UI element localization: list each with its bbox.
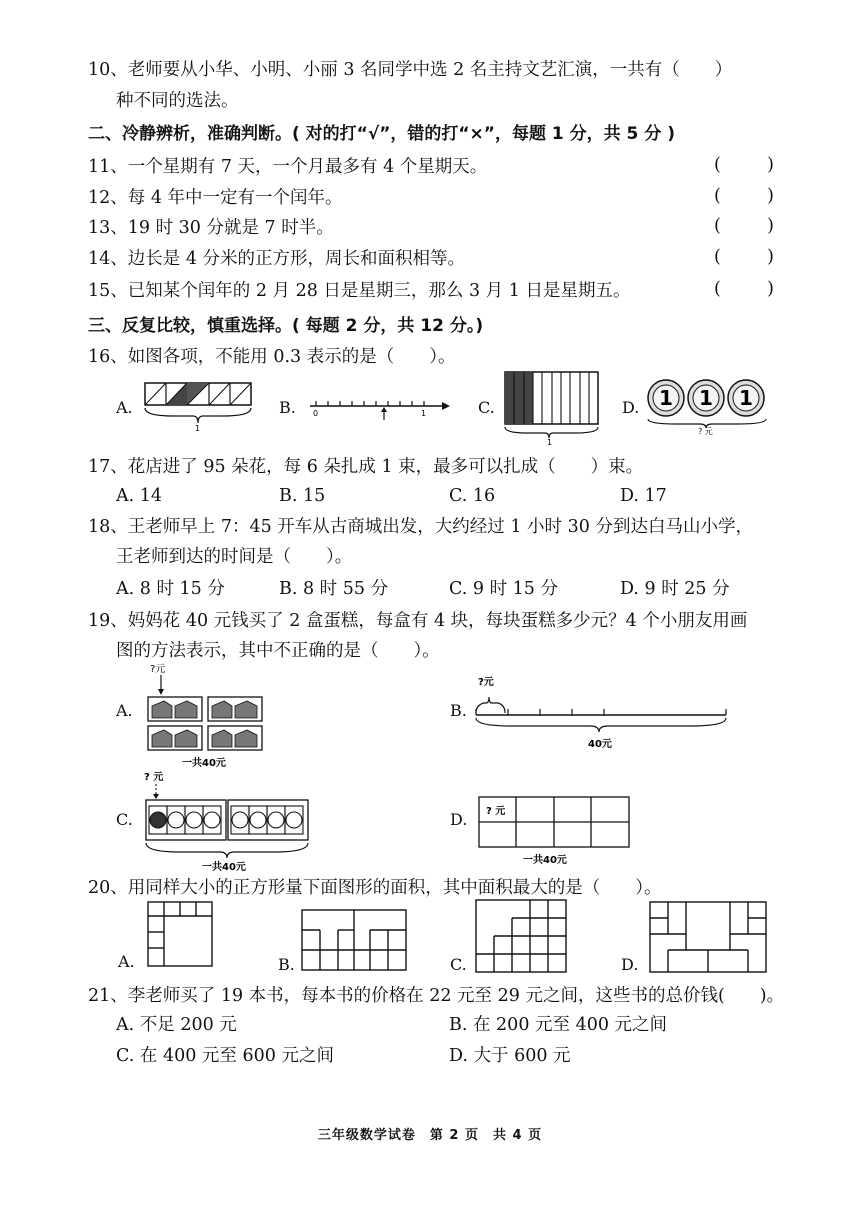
- q19-label-b: B.: [450, 701, 467, 720]
- q17-option-d[interactable]: D. 17: [620, 486, 667, 506]
- judge-item-15: 15、已知某个闰年的 2 月 28 日是星期三，那么 3 月 1 日是星期五。: [88, 281, 631, 301]
- answer-paren-13[interactable]: ( ): [714, 216, 774, 236]
- q19-c-question: ? 元: [144, 772, 164, 783]
- q16-label-d: D.: [622, 398, 640, 417]
- judge-item-12: 12、每 4 年中一定有一个闰年。: [88, 188, 343, 208]
- q16-figure-c: [502, 370, 602, 445]
- q10-line2: 种不同的选法。: [116, 91, 239, 111]
- q20-label-d: D.: [621, 955, 639, 974]
- answer-paren-15[interactable]: ( ): [714, 279, 774, 299]
- q19-line1: 19、妈妈花 40 元钱买了 2 盒蛋糕，每盒有 4 块，每块蛋糕多少元？4 个小朋友用画: [88, 611, 748, 631]
- q18-line1: 18、王老师早上 7：45 开车从古商城出发，大约经过 1 小时 30 分到达白马山小学，: [88, 517, 753, 537]
- answer-paren-11[interactable]: ( ): [714, 155, 774, 175]
- q20-figure-d: [648, 900, 770, 974]
- q20-figure-a: [146, 900, 216, 970]
- section3-heading: 三、反复比较，慎重选择。( 每题 2 分，共 12 分。): [88, 316, 484, 336]
- q10-line1: 10、老师要从小华、小明、小丽 3 名同学中选 2 名主持文艺汇演，一共有（ ）: [88, 60, 733, 80]
- q16-label-b: B.: [279, 398, 296, 417]
- q16-b-tick-1: 1: [421, 409, 427, 418]
- coin-1: [648, 380, 684, 416]
- q20-label-c: C.: [450, 955, 467, 974]
- q20-figure-b: [300, 908, 412, 974]
- q21-stem: 21、李老师买了 19 本书，每本书的价格在 22 元至 29 元之间，这些书的总价钱( )。: [88, 986, 785, 1006]
- q17-option-a[interactable]: A. 14: [116, 486, 163, 506]
- q19-label-a: A.: [116, 701, 133, 720]
- q16-d-brace-label: ? 元: [698, 427, 713, 436]
- judge-item-11: 11、一个星期有 7 天，一个月最多有 4 个星期天。: [88, 157, 488, 177]
- answer-paren-14[interactable]: ( ): [714, 247, 774, 267]
- q17-stem: 17、花店进了 95 朵花，每 6 朵扎成 1 束，最多可以扎成（ ）束。: [88, 457, 644, 477]
- q16-figure-a: [143, 381, 255, 431]
- q16-stem: 16、如图各项，不能用 0.3 表示的是（ ）。: [88, 347, 456, 367]
- q16-figure-b: [302, 392, 452, 422]
- coin-2-value: 1: [699, 386, 713, 410]
- section2-heading: 二、冷静辨析，准确判断。( 对的打“√”，错的打“×”，每题 1 分，共 5 分 ): [88, 124, 675, 144]
- coin-2: [688, 380, 724, 416]
- coin-3-value: 1: [739, 386, 753, 410]
- judge-item-13: 13、19 时 30 分就是 7 时半。: [88, 218, 334, 238]
- q16-figure-d: [646, 378, 771, 436]
- q19-figure-a: [142, 660, 272, 770]
- q19-figure-d: [475, 793, 635, 871]
- answer-paren-12[interactable]: ( ): [714, 186, 774, 206]
- q19-a-total: 一共40元: [182, 758, 226, 769]
- q21-option-a[interactable]: A. 不足 200 元: [116, 1015, 237, 1035]
- q16-label-c: C.: [478, 398, 495, 417]
- q19-b-total: 40元: [588, 739, 612, 750]
- q16-a-brace-label: 1: [195, 424, 201, 433]
- q19-d-total: 一共40元: [523, 855, 567, 866]
- q20-stem: 20、用同样大小的正方形量下面图形的面积，其中面积最大的是（ ）。: [88, 878, 662, 898]
- coin-1-value: 1: [659, 386, 673, 410]
- q18-option-d[interactable]: D. 9 时 25 分: [620, 579, 730, 599]
- q18-option-a[interactable]: A. 8 时 15 分: [116, 579, 225, 599]
- q19-label-c: C.: [116, 810, 133, 829]
- coin-3: [728, 380, 764, 416]
- q17-option-c[interactable]: C. 16: [449, 486, 496, 506]
- q20-label-b: B.: [278, 955, 295, 974]
- q19-a-question: ?元: [150, 664, 166, 675]
- q16-label-a: A.: [116, 398, 133, 417]
- q21-option-d[interactable]: D. 大于 600 元: [449, 1046, 571, 1066]
- q18-option-c[interactable]: C. 9 时 15 分: [449, 579, 558, 599]
- q16-c-brace-label: 1: [547, 438, 553, 447]
- q21-option-b[interactable]: B. 在 200 元至 400 元之间: [449, 1015, 668, 1035]
- q19-figure-c: [140, 768, 355, 873]
- q19-label-d: D.: [450, 810, 468, 829]
- q21-option-c[interactable]: C. 在 400 元至 600 元之间: [116, 1046, 334, 1066]
- q19-d-question: ? 元: [486, 806, 506, 817]
- q18-option-b[interactable]: B. 8 时 55 分: [279, 579, 389, 599]
- judge-item-14: 14、边长是 4 分米的正方形，周长和面积相等。: [88, 249, 466, 269]
- q16-b-tick-0: 0: [313, 409, 319, 418]
- q19-c-total: 一共40元: [202, 862, 246, 873]
- q18-line2: 王老师到达的时间是（ ）。: [116, 547, 353, 567]
- q17-option-b[interactable]: B. 15: [279, 486, 326, 506]
- q19-b-question: ?元: [478, 677, 494, 688]
- q20-label-a: A.: [118, 952, 135, 971]
- page-footer: 三年级数学试卷 第 2 页 共 4 页: [317, 1128, 543, 1143]
- q19-line2: 图的方法表示，其中不正确的是（ ）。: [116, 641, 440, 661]
- q20-figure-c: [474, 898, 570, 976]
- q19-figure-b: [472, 673, 737, 758]
